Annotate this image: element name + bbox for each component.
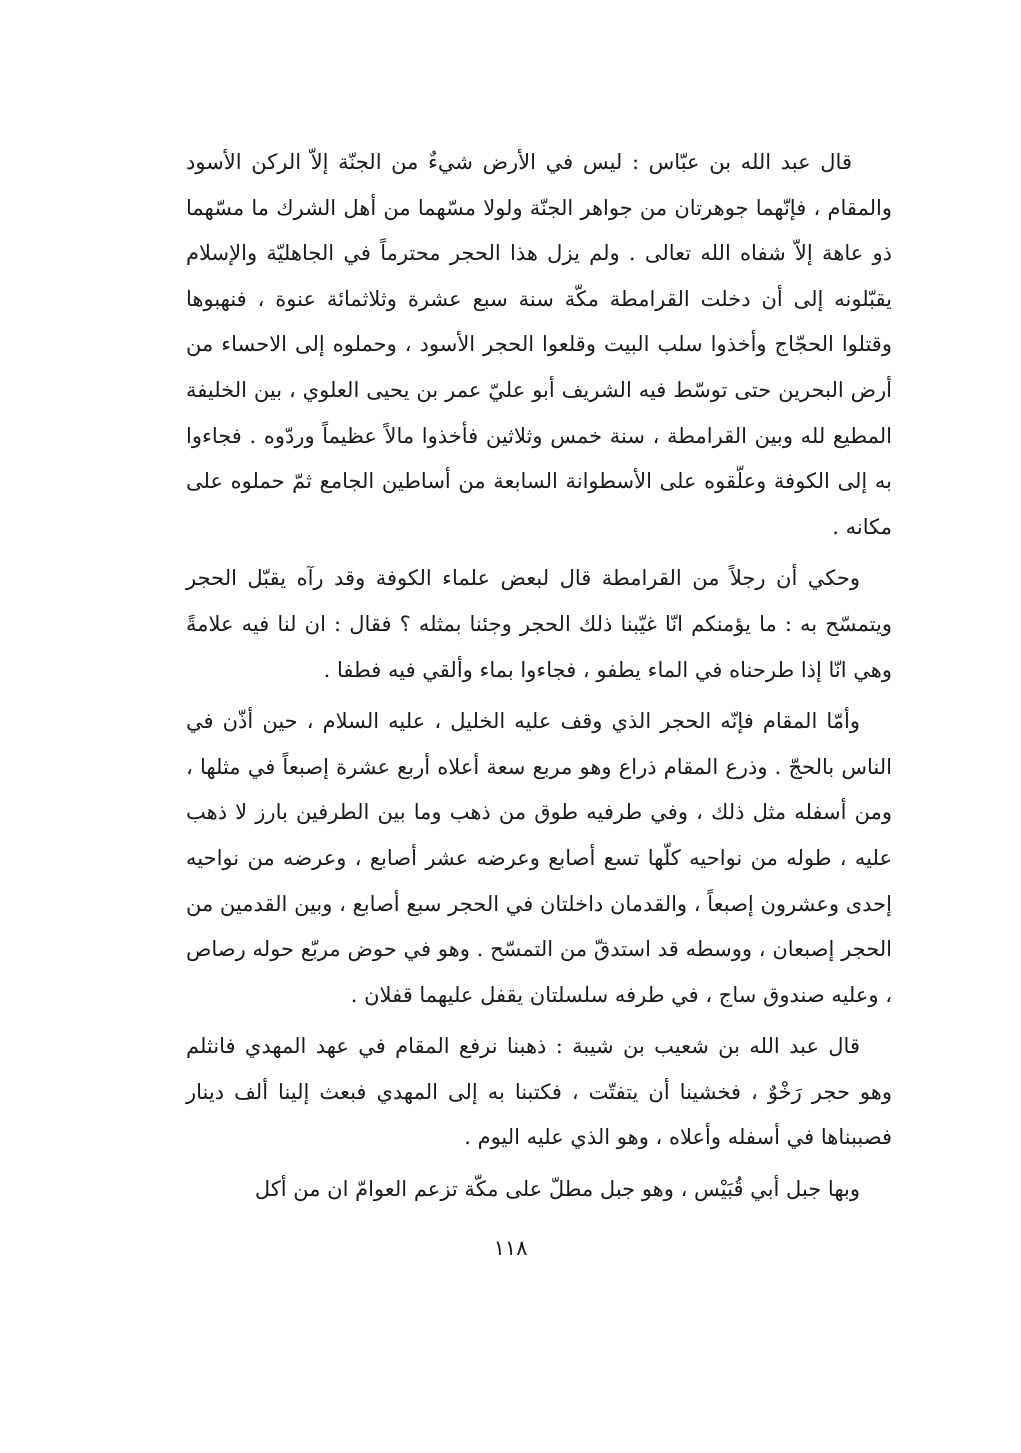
body-text — [186, 140, 892, 1213]
paragraph-ibn-abbas: قال عبد الله بن عبّاس : ليس في الأرض شيءٌ من الجنّة إلاّ الركن الأسود والمقام ، فإنّهما جوهرتان من جواهر الجنّة ولولا مسّهما من أهل الشرك ما مسّهما ذو عاهة إلاّ شفاه الله تعالى . ولم يزل هذا الحجر محترماً في الجاهليّة والإسلام يقبّلونه إلى أن دخلت القرامطة مكّة سنة سبع عشرة وثلاثمائة عنوة ، فنهبوها وقتلوا الحجّاج وأخذوا سلب البيت وقلعوا الحجر الأسود ، وحملوه إلى الاحساء من أرض البحرين حتى توسّط فيه الشريف أبو عليّ عمر بن يحيى العلوي ، بين الخليفة المطيع لله وبين القرامطة ، سنة خمس وثلاثين فأخذوا مالاً عظيماً وردّوه . فجاءوا به إلى الكوفة وعلّقوه على الأسطوانة السابعة من أساطين الجامع ثمّ حملوه على مكانه . — [186, 150, 892, 539]
paragraph-abdullah-bin-shuayb: قال عبد الله بن شعيب بن شيبة : ذهبنا نرفع المقام في عهد المهدي فانثلم وهو حجر رَخْوٌ ، فخشينا أن يتفتّت ، فكتبنا به إلى المهدي فبعث إلينا ألف دينار فصببناها في أسفله وأعلاه ، وهو الذي عليه اليوم . — [186, 1034, 892, 1150]
paragraph-maqam-description: وأمّا المقام فإنّه الحجر الذي وقف عليه الخليل ، عليه السلام ، حين أذّن في الناس بالحجّ . وذرع المقام ذراع وهو مربع سعة أعلاه أربع عشرة إصبعاً في مثلها ، ومن أسفله مثل ذلك ، وفي طرفيه طوق من ذهب وما بين الطرفين بارز لا ذهب عليه ، طوله من نواحيه كلّها تسع أصابع وعرضه عشر أصابع ، وعرضه من نواحيه إحدى وعشرون إصبعاً ، والقدمان داخلتان في الحجر سبع أصابع ، وبين القدمين من الحجر إصبعان ، ووسطه قد استدقّ من التمسّح . وهو في حوض مربّع حوله رصاص ، وعليه صندوق ساج ، في طرفه سلسلتان يقفل عليهما قفلان . — [186, 709, 892, 1007]
page-number: ١١٨ — [493, 1236, 528, 1260]
paragraph-qarmatian-man: وحكي أن رجلاً من القرامطة قال لبعض علماء الكوفة وقد رآه يقبّل الحجر ويتمسّح به : ما يؤمنكم انّا غيّبنا ذلك الحجر وجئنا بمثله ؟ فقال : ان لنا فيه علامةً وهي انّا إذا طرحناه في الماء يطفو ، فجاءوا بماء وألقي فيه فطفا . — [186, 566, 892, 682]
paragraph-abu-qubays: وبها جبل أبي قُبَيْس ، وهو جبل مطلّ على مكّة تزعم العوامّ ان من أكل — [254, 1177, 860, 1202]
